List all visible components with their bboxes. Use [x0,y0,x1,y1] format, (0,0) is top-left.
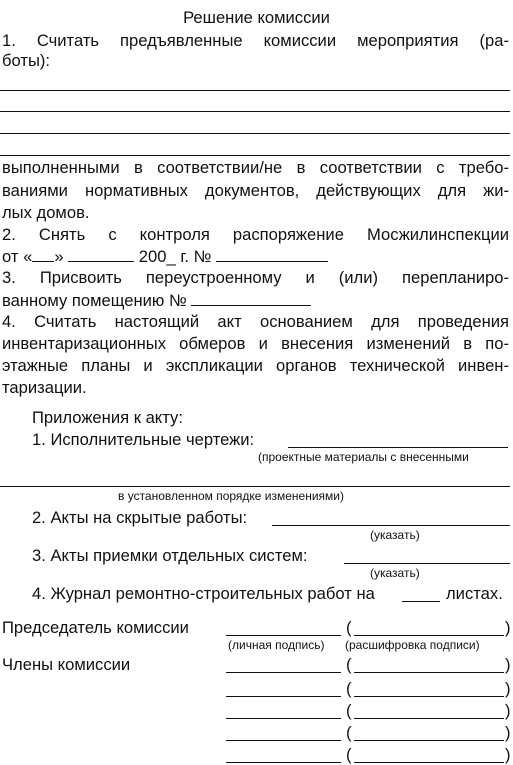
p2-year: 200_ г. № [138,247,212,266]
member-open-paren: ( [346,701,352,720]
member-name-line [354,696,504,697]
p4-line4: таризации. [2,378,87,397]
member-open-paren: ( [346,745,352,764]
attachment-3-blank [344,563,510,564]
p1-after-line3: лых домов. [2,203,90,222]
chairman-label: Председатель комиссии [2,618,189,637]
p2-ot: от « [2,247,33,266]
member-signature-line [226,740,341,741]
attachment-2-note: (указать) [370,528,420,542]
member-signature-line [226,696,341,697]
chairman-open-paren: ( [346,618,352,637]
signature-note: (личная подпись) [228,638,325,652]
attachment-3-note: (указать) [370,566,420,580]
member-name-line [354,740,504,741]
blank-line-1 [0,90,510,91]
member-signature-line [226,672,341,673]
section-title: Решение комиссии [183,8,330,27]
p2-close-quote: » [54,247,64,266]
room-number-blank [191,290,311,306]
member-close-paren: ) [505,745,511,764]
member-open-paren: ( [346,723,352,742]
order-number-blank [216,246,328,262]
p3-line1: 3. Присвоить переустроенному и (или) перепланиро- [2,268,509,287]
p4-line3: этажные планы и экспликации органов технической инвен- [2,356,509,375]
blank-line-2 [0,111,510,112]
decode-note: (расшифровка подписи) [345,638,480,652]
p2-line2 [2,246,328,267]
member-close-paren: ) [505,701,511,720]
attachment-3-label: 3. Акты приемки отдельных систем: [32,546,308,565]
attachment-2-blank [272,525,510,526]
member-signature-line [226,762,341,763]
member-close-paren: ) [505,679,511,698]
attachment-1-blank-2 [0,486,510,487]
p1-after-line1: выполненными в соответствии/не в соответствии с требо- [2,158,509,177]
p3-line2 [2,290,311,311]
member-open-paren: ( [346,655,352,674]
member-close-paren: ) [505,655,511,674]
member-close-paren: ) [505,723,511,742]
p1-line2: боты): [2,51,51,70]
member-signature-line [226,718,341,719]
member-name-line [354,672,504,673]
p4-line1: 4. Считать настоящий акт основанием для проведения [2,312,509,331]
member-name-line [354,718,504,719]
p1-after-line2: ваниями нормативных документов, действующих для жи- [2,181,509,200]
month-blank [68,246,134,262]
p2-line1: 2. Снять с контроля распоряжение Мосжилинспекции [2,225,509,244]
p4-line2: инвентаризационных обмеров и внесения изменений в по- [2,334,509,353]
attachment-1-blank [288,447,508,448]
p1-line1: 1. Считать предъявленные комиссии мероприятия (ра- [2,31,509,50]
attachment-1-note-2: в установленном порядке изменениями) [118,489,345,503]
attachments-heading: Приложения к акту: [32,408,183,427]
attachment-4-label: 4. Журнал ремонтно-строительных работ на [32,584,375,603]
attachment-1-label: 1. Исполнительные чертежи: [32,430,255,449]
member-name-line [354,762,504,763]
attachment-2-label: 2. Акты на скрытые работы: [32,508,248,527]
blank-line-4 [0,155,510,156]
journal-pages-blank [402,601,440,602]
blank-line-3 [0,133,510,134]
members-label: Члены комиссии [2,655,131,674]
chairman-close-paren: ) [505,618,511,637]
attachment-1-note-1: (проектные материалы с внесенными [258,450,469,464]
member-open-paren: ( [346,679,352,698]
day-blank [32,246,54,262]
attachment-4-tail: листах. [446,584,503,603]
chairman-name-line [354,635,504,636]
p3-text: ванному помещению № [2,291,187,310]
chairman-signature-line [226,635,341,636]
